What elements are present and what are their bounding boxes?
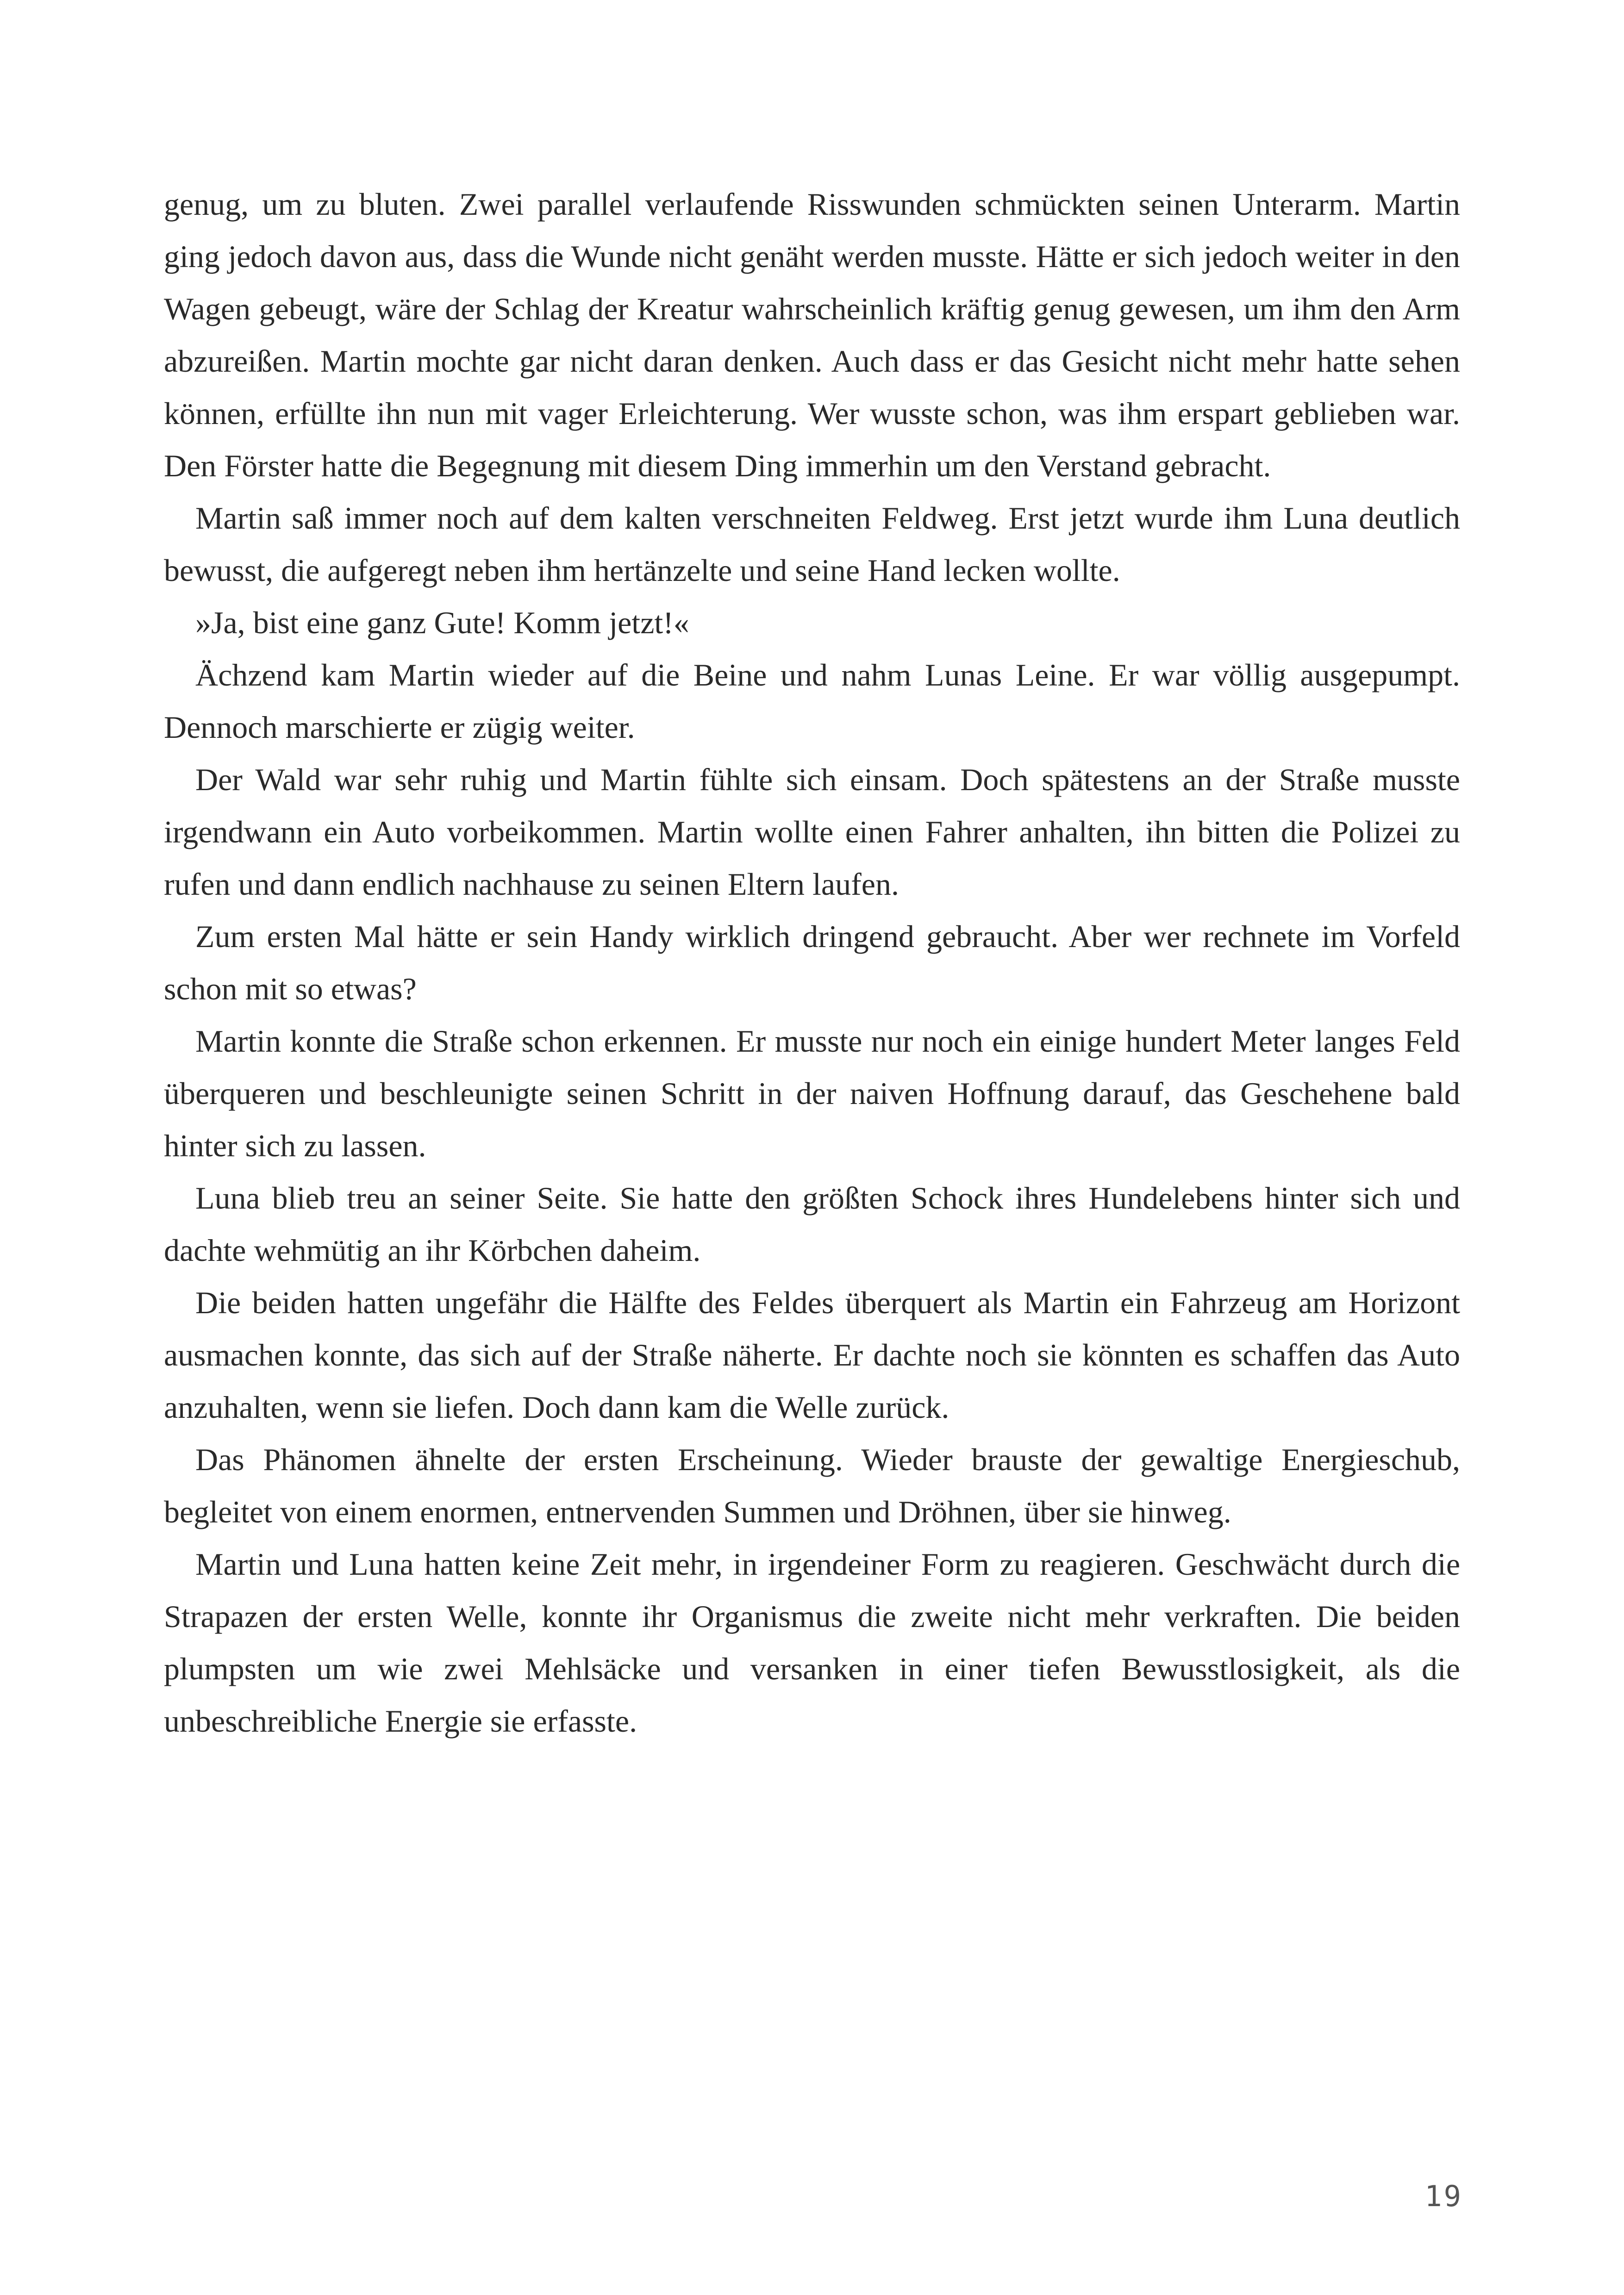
paragraph-11: Martin und Luna hatten keine Zeit mehr, in irgendeiner Form zu reagieren. Geschwächt durch die Strapazen der ersten Welle, konnte ihr Organismus die zweite nicht mehr verkraften. Die beiden plumpsten um wie zwei Mehlsäcke und versanken in einer tiefen Bewusstlosigkeit, als die unbeschreibliche Energie sie erfasste. — [164, 1547, 1460, 1739]
paragraph-10: Das Phänomen ähnelte der ersten Erscheinung. Wieder brauste der gewaltige Energieschub, begleitet von einem enormen, entnervenden Summen und Dröhnen, über sie hinweg. — [164, 1442, 1460, 1529]
body-text — [164, 178, 1460, 1747]
paragraph-6: Zum ersten Mal hätte er sein Handy wirklich dringend gebraucht. Aber wer rechnete im Vorfeld schon mit so etwas? — [164, 919, 1460, 1006]
paragraph-3: »Ja, bist eine ganz Gute! Komm jetzt!« — [195, 605, 689, 640]
paragraph-5: Der Wald war sehr ruhig und Martin fühlte sich einsam. Doch spätestens an der Straße musste irgendwann ein Auto vorbeikommen. Martin wollte einen Fahrer anhalten, ihn bitten die Polizei zu rufen und dann endlich nachhause zu seinen Eltern laufen. — [164, 762, 1460, 902]
paragraph-4: Ächzend kam Martin wieder auf die Beine und nahm Lunas Leine. Er war völlig ausgepumpt. Dennoch marschierte er zügig weiter. — [164, 657, 1460, 745]
paragraph-7: Martin konnte die Straße schon erkennen. Er musste nur noch ein einige hundert Meter langes Feld überqueren und beschleunigte seinen Schritt in der naiven Hoffnung darauf, das Geschehene bald hinter sich zu lassen. — [164, 1023, 1460, 1163]
paragraph-9: Die beiden hatten ungefähr die Hälfte des Feldes überquert als Martin ein Fahrzeug am Horizont ausmachen konnte, das sich auf der Straße näherte. Er dachte noch sie könnten es schaffen das Auto anzuhalten, wenn sie liefen. Doch dann kam die Welle zurück. — [164, 1285, 1460, 1425]
paragraph-2: Martin saß immer noch auf dem kalten verschneiten Feldweg. Erst jetzt wurde ihm Luna deutlich bewusst, die aufgeregt neben ihm hertänzelte und seine Hand lecken wollte. — [164, 500, 1460, 588]
paragraph-8: Luna blieb treu an seiner Seite. Sie hatte den größten Schock ihres Hundelebens hinter sich und dachte wehmütig an ihr Körbchen daheim. — [164, 1180, 1460, 1268]
page-number: 19 — [1424, 2179, 1463, 2213]
paragraph-1: genug, um zu bluten. Zwei parallel verlaufende Risswunden schmückten seinen Unterarm. Martin ging jedoch davon aus, dass die Wunde nicht genäht werden musste. Hätte er sich jedoch weiter in den Wagen gebeugt, wäre der Schlag der Kreatur wahrscheinlich kräftig genug gewesen, um ihm den Arm abzureißen. Martin mochte gar nicht daran denken. Auch dass er das Gesicht nicht mehr hatte sehen können, erfüllte ihn nun mit vager Erleichterung. Wer wusste schon, was ihm erspart geblieben war. Den Förster hatte die Begegnung mit diesem Ding immerhin um den Verstand gebracht. — [164, 187, 1460, 483]
